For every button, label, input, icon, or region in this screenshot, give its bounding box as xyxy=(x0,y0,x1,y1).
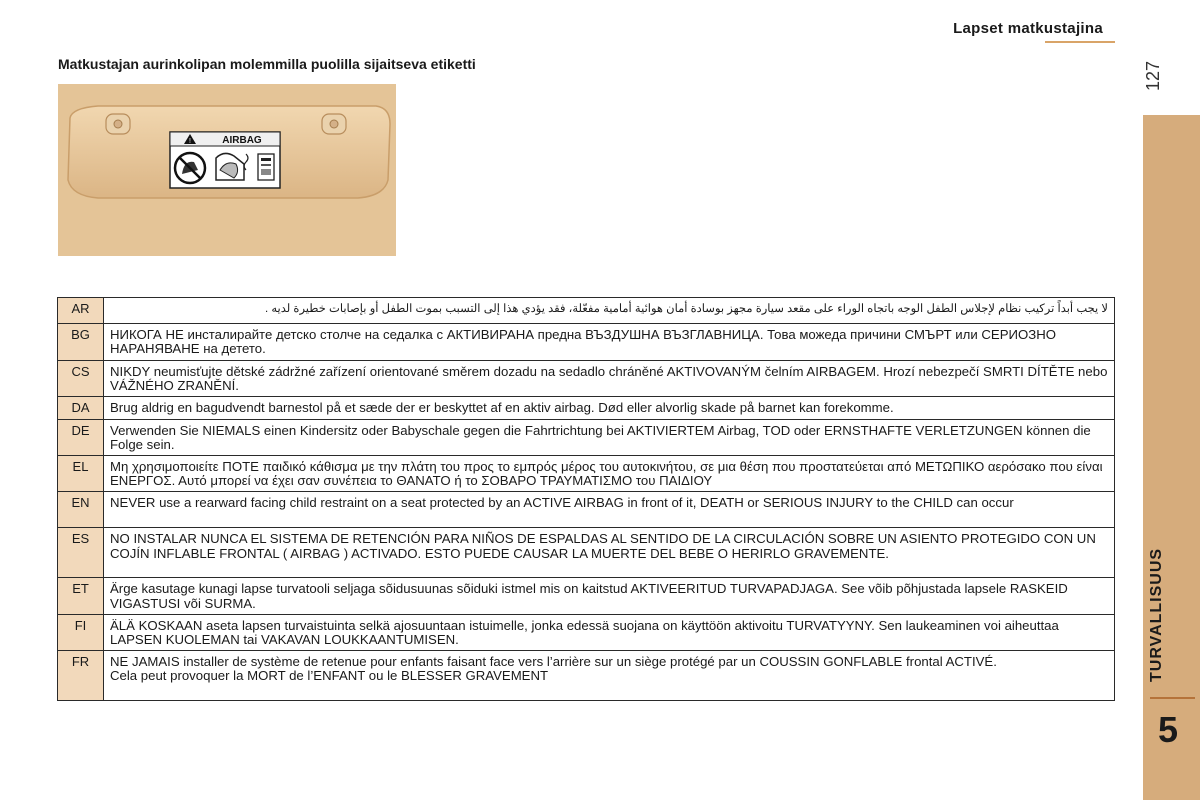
language-code: ES xyxy=(58,528,104,578)
warning-text: NE JAMAIS installer de système de retenue pour enfants faisant face vers l’arrière sur un siège protégé par un COUSSIN GONFLABLE frontal ACTIVÉ. Cela peut provoquer la MORT de l’ENFANT ou le BLESSER GRAVEMENT xyxy=(104,651,1115,701)
warning-text: Verwenden Sie NIEMALS einen Kindersitz oder Babyschale gegen die Fahrtrichtung bei AKTIVIERTEM Airbag, TOD oder ERNSTHAFTE VERLETZUNGEN können die Folge sein. xyxy=(104,419,1115,455)
language-code: EN xyxy=(58,492,104,528)
language-code: CS xyxy=(58,361,104,397)
table-row xyxy=(58,456,1115,492)
warning-text: NEVER use a rearward facing child restraint on a seat protected by an ACTIVE AIRBAG in front of it, DEATH or SERIOUS INJURY to the CHILD can occur xyxy=(104,492,1115,528)
language-code: DA xyxy=(58,397,104,419)
airbag-warning-label xyxy=(170,132,280,188)
language-code: BG xyxy=(58,324,104,361)
section-title: Lapset matkustajina xyxy=(953,20,1103,37)
language-code: FI xyxy=(58,614,104,650)
chapter-tab-label: TURVALLISUUS xyxy=(1148,547,1165,683)
table-row xyxy=(58,492,1115,528)
language-code: DE xyxy=(58,419,104,455)
warning-text: NO INSTALAR NUNCA EL SISTEMA DE RETENCIÓN PARA NIÑOS DE ESPALDAS AL SENTIDO DE LA CIRCULACIÓN SOBRE UN ASIENTO PROTEGIDO CON UN COJÍN INFLABLE FRONTAL ( AIRBAG ) ACTIVADO. ESTO PUEDE CAUSAR LA MUERTE DEL BEBE O HERIRLO GRAVEMENTE. xyxy=(104,528,1115,578)
warning-text: Brug aldrig en bagudvendt barnestol på et sæde der er beskyttet af en aktiv airbag. Død eller alvorlig skade på barnet kan forekomme. xyxy=(104,397,1115,419)
language-code: EL xyxy=(58,456,104,492)
sun-visor-illustration xyxy=(58,84,396,256)
warning-text: Μη χρησιμοποιείτε ΠΟΤΕ παιδικό κάθισμα με την πλάτη του προς το εμπρός μέρος του αυτοκινήτου, σε μια θέση που προστατεύεται από ΜΕΤΩΠΙΚΟ αερόσακο που είναι ΕΝΕΡΓΟΣ. Αυτό μπορεί να έχει σαν συνέπεια το ΘΑΝΑΤΟ ή το ΣΟΒΑΡΟ ΤΡΑΥΜΑΤΙΣΜΟ του ΠΑΙΔΙΟΥ xyxy=(104,456,1115,492)
table-row xyxy=(58,528,1115,578)
visor-clip-left xyxy=(106,114,130,134)
warning-text: НИКОГА НЕ инсталирайте детско столче на седалка с АКТИВИРАНА предна ВЪЗДУШНА ВЪЗГЛАВНИЦА. Това можеда причини СМЪРТ или СЕРИОЗНО НАРАНЯВАНЕ на детето. xyxy=(104,324,1115,361)
airbag-label-text: AIRBAG xyxy=(222,135,262,146)
visor-clip-right xyxy=(322,114,346,134)
section-title-underline xyxy=(1045,41,1115,43)
table-row xyxy=(58,419,1115,455)
warning-text: ÄLÄ KOSKAAN aseta lapsen turvaistuinta selkä ajosuuntaan istuimelle, jonka edessä suojana on käyttöön aktivoitu TURVATYYNY. Sen laukeaminen voi aiheuttaa LAPSEN KUOLEMAN tai VAKAVAN LOUKKAANTUMISEN. xyxy=(104,614,1115,650)
warning-text: NIKDY neumisťujte dětské zádržné zařízení orientované směrem dozadu na sedadlo chráněné AKTIVOVANÝM čelním AIRBAGEM. Hrozí nebezpečí SMRTI DÍTĚTE nebo VÁŽNÉHO ZRANĚNÍ. xyxy=(104,361,1115,397)
no-rear-facing-seat-icon xyxy=(175,153,205,183)
language-code: FR xyxy=(58,651,104,701)
language-code: ET xyxy=(58,578,104,614)
table-row xyxy=(58,651,1115,701)
warning-text: Ärge kasutage kunagi lapse turvatooli seljaga sõidusuunas sõiduki istmel mis on kaitstud AKTIVEERITUD TURVAPADJAGA. See võib põhjustada lapsele RASKEID VIGASTUSI või SURMA. xyxy=(104,578,1115,614)
chapter-number: 5 xyxy=(1157,709,1179,750)
table-row xyxy=(58,614,1115,650)
page-number: 127 xyxy=(1143,60,1163,91)
warning-text: لا يجب أبداً تركيب نظام لإجلاس الطفل الوجه باتجاه الوراء على مقعد سيارة مجهز بوسادة أمان هوائية أمامية مفعّلة، فقد يؤدي هذا إلى التسبب بموت الطفل أو بإصابات خطيرة لديه . xyxy=(104,298,1115,324)
sun-visor-image xyxy=(58,84,396,256)
svg-text:!: ! xyxy=(189,138,191,145)
read-manual-icon xyxy=(258,154,274,180)
table-row xyxy=(58,361,1115,397)
page-subheading: Matkustajan aurinkolipan molemmilla puolilla sijaitseva etiketti xyxy=(58,56,476,72)
chapter-tab-divider xyxy=(1150,697,1195,699)
table-row xyxy=(58,298,1115,324)
language-code: AR xyxy=(58,298,104,324)
airbag-warning-table xyxy=(57,297,1115,701)
table-row xyxy=(58,397,1115,419)
table-row xyxy=(58,324,1115,361)
table-row xyxy=(58,578,1115,614)
